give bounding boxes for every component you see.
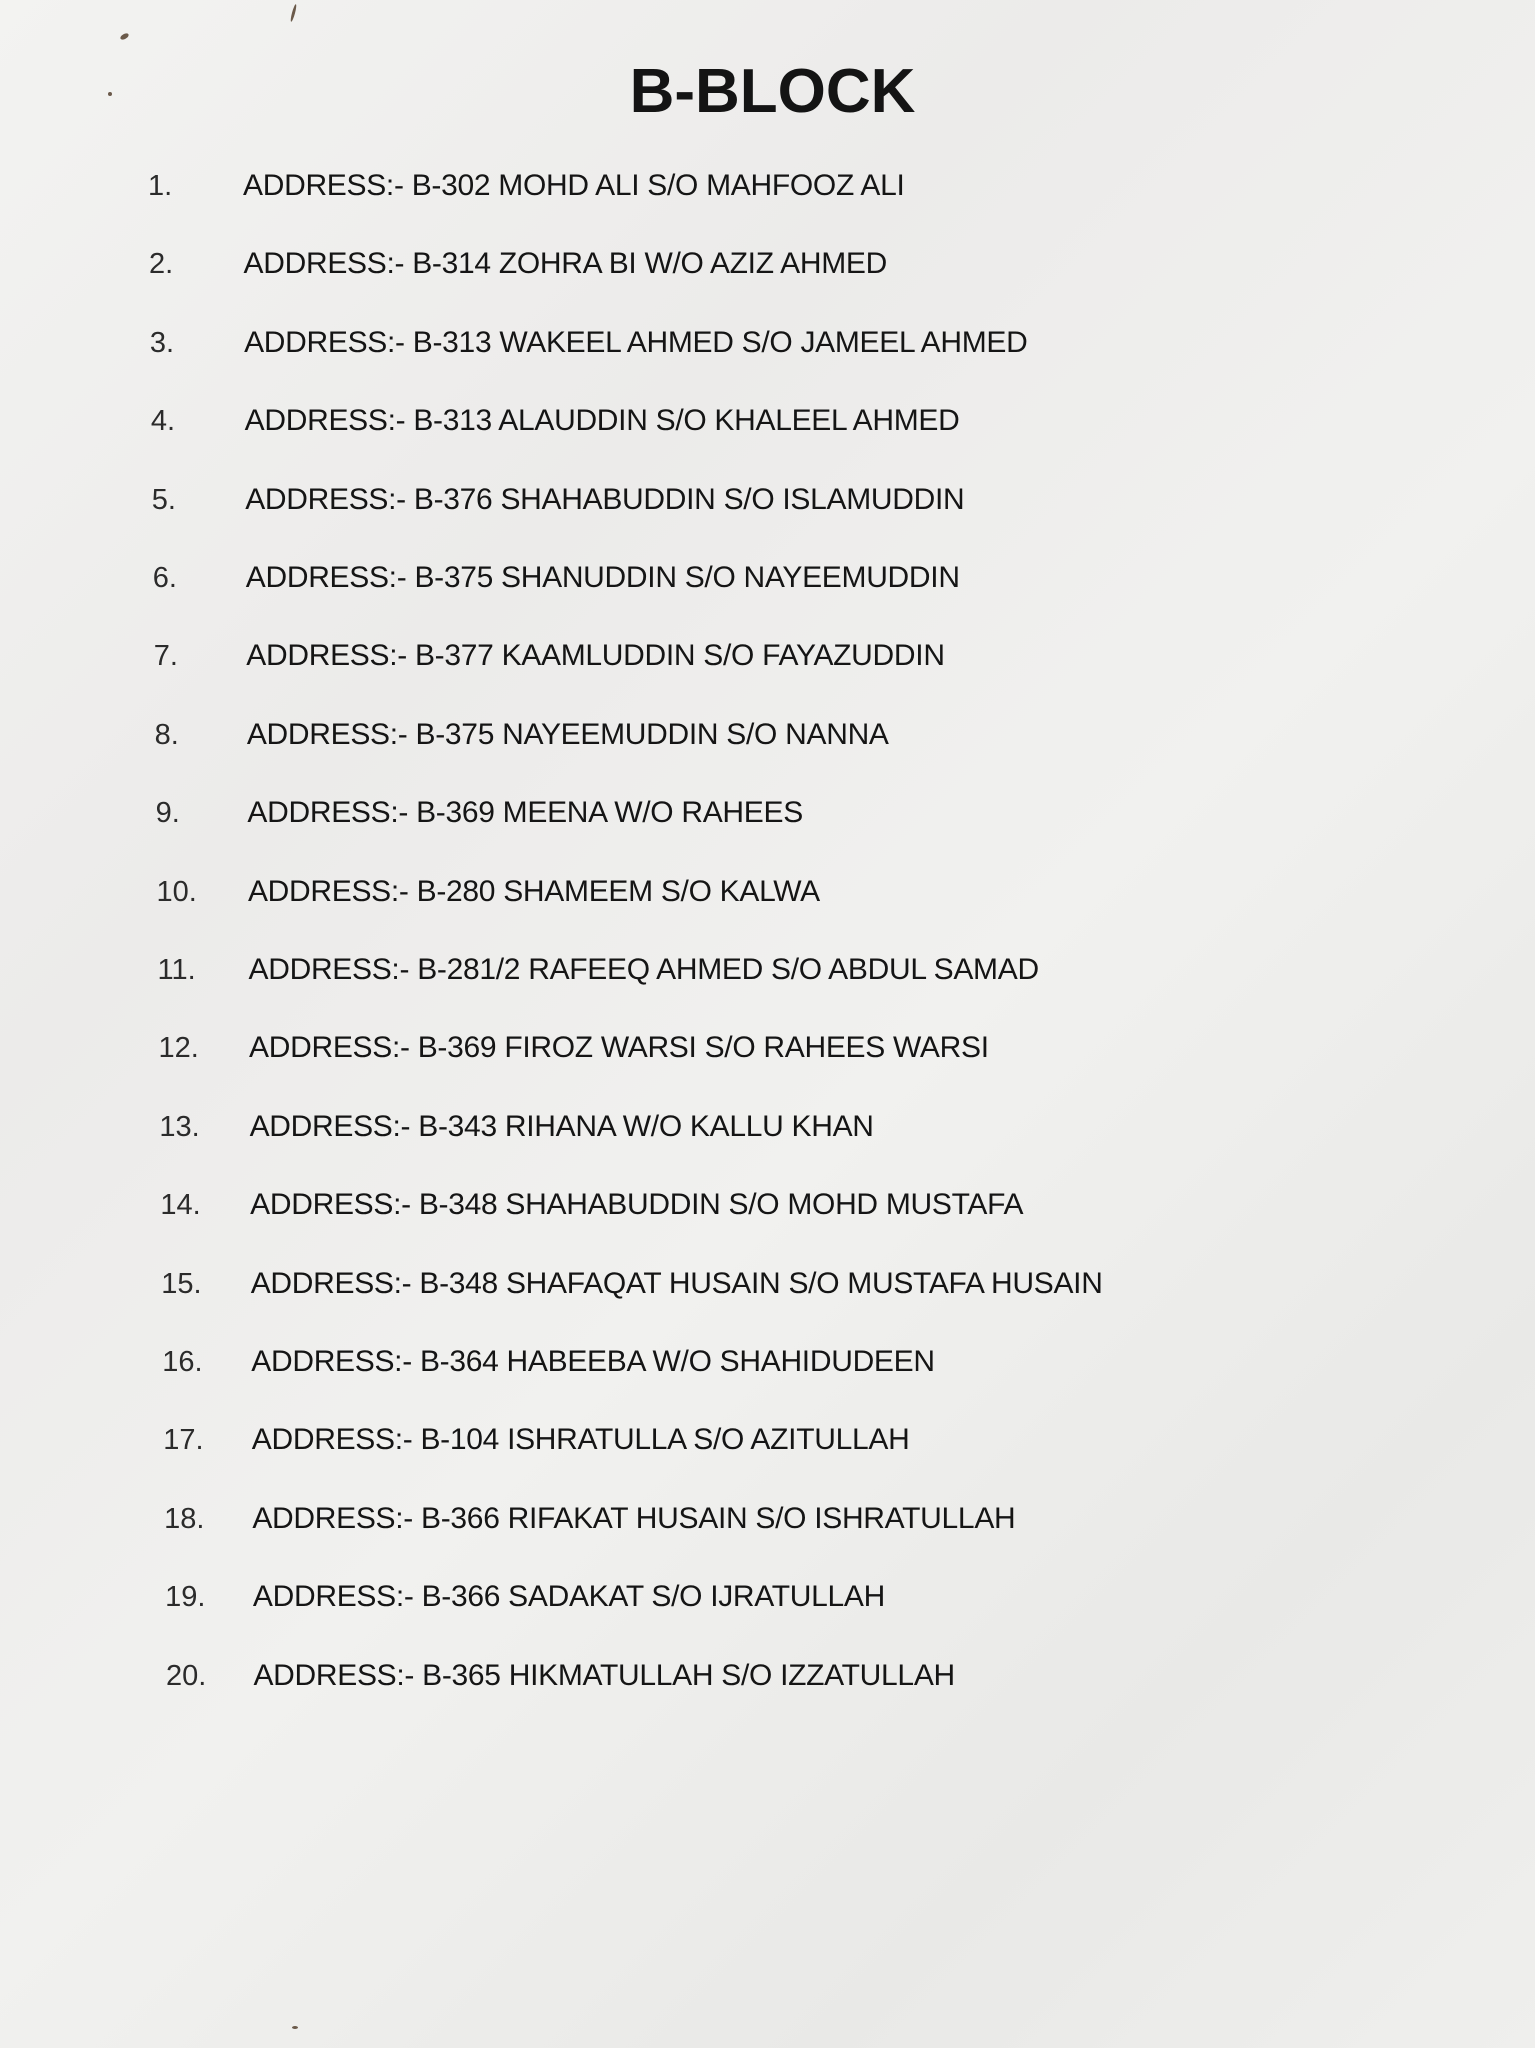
paper-speck [108, 92, 112, 96]
item-text: ADDRESS:- B-348 SHAFAQAT HUSAIN S/O MUSTAFA HUSAIN [250, 1266, 1103, 1300]
item-number: 1. [148, 170, 173, 202]
item-text: ADDRESS:- B-369 MEENA W/O RAHEES [247, 796, 803, 830]
item-text: ADDRESS:- B-375 NAYEEMUDDIN S/O NANNA [246, 717, 889, 751]
item-text: ADDRESS:- B-376 SHAHABUDDIN S/O ISLAMUDDIN [245, 482, 965, 516]
item-text: ADDRESS:- B-104 ISHRATULLA S/O AZITULLAH [251, 1423, 910, 1457]
item-text: ADDRESS:- B-377 KAAMLUDDIN S/O FAYAZUDDIN [246, 639, 945, 673]
item-text: ADDRESS:- B-313 WAKEEL AHMED S/O JAMEEL AHMED [244, 325, 1028, 359]
item-text: ADDRESS:- B-314 ZOHRA BI W/O AZIZ AHMED [243, 247, 887, 281]
item-number: 16. [162, 1346, 203, 1378]
page-title: B-BLOCK [629, 57, 916, 126]
item-number: 5. [151, 483, 176, 516]
item-number: 14. [160, 1189, 201, 1222]
item-text: ADDRESS:- B-348 SHAHABUDDIN S/O MOHD MUSTAFA [250, 1188, 1024, 1222]
item-text: ADDRESS:- B-343 RIHANA W/O KALLU KHAN [249, 1109, 874, 1143]
item-number: 2. [148, 248, 174, 281]
item-number: 12. [158, 1032, 199, 1065]
item-number: 7. [153, 640, 178, 673]
item-number: 9. [155, 797, 180, 830]
item-number: 13. [159, 1110, 200, 1143]
item-text: ADDRESS:- B-375 SHANUDDIN S/O NAYEEMUDDIN [245, 561, 960, 594]
item-number: 15. [161, 1267, 202, 1300]
item-number: 3. [149, 326, 175, 359]
paper-speck [292, 2026, 298, 2029]
item-number: 19. [165, 1581, 206, 1614]
item-number: 10. [156, 875, 197, 908]
item-number: 8. [154, 718, 179, 751]
item-number: 11. [157, 954, 196, 986]
item-text: ADDRESS:- B-366 RIFAKAT HUSAIN S/O ISHRATULLAH [252, 1501, 1016, 1535]
item-text: ADDRESS:- B-280 SHAMEEM S/O KALWA [247, 874, 820, 908]
item-text: ADDRESS:- B-364 HABEEBA W/O SHAHIDUDEEN [251, 1345, 935, 1378]
item-text: ADDRESS:- B-313 ALAUDDIN S/O KHALEEL AHMED [244, 404, 960, 438]
item-number: 18. [164, 1502, 205, 1535]
item-text: ADDRESS:- B-281/2 RAFEEQ AHMED S/O ABDUL SAMAD [248, 953, 1039, 986]
item-number: 4. [150, 405, 176, 438]
item-text: ADDRESS:- B-369 FIROZ WARSI S/O RAHEES WARSI [249, 1031, 989, 1065]
item-number: 17. [163, 1424, 204, 1457]
item-text: ADDRESS:- B-302 MOHD ALI S/O MAHFOOZ ALI [243, 169, 905, 202]
item-text: ADDRESS:- B-365 HIKMATULLAH S/O IZZATULLAH [253, 1658, 955, 1692]
item-number: 20. [166, 1659, 207, 1692]
item-text: ADDRESS:- B-366 SADAKAT S/O IJRATULLAH [252, 1580, 886, 1614]
item-number: 6. [152, 562, 177, 594]
